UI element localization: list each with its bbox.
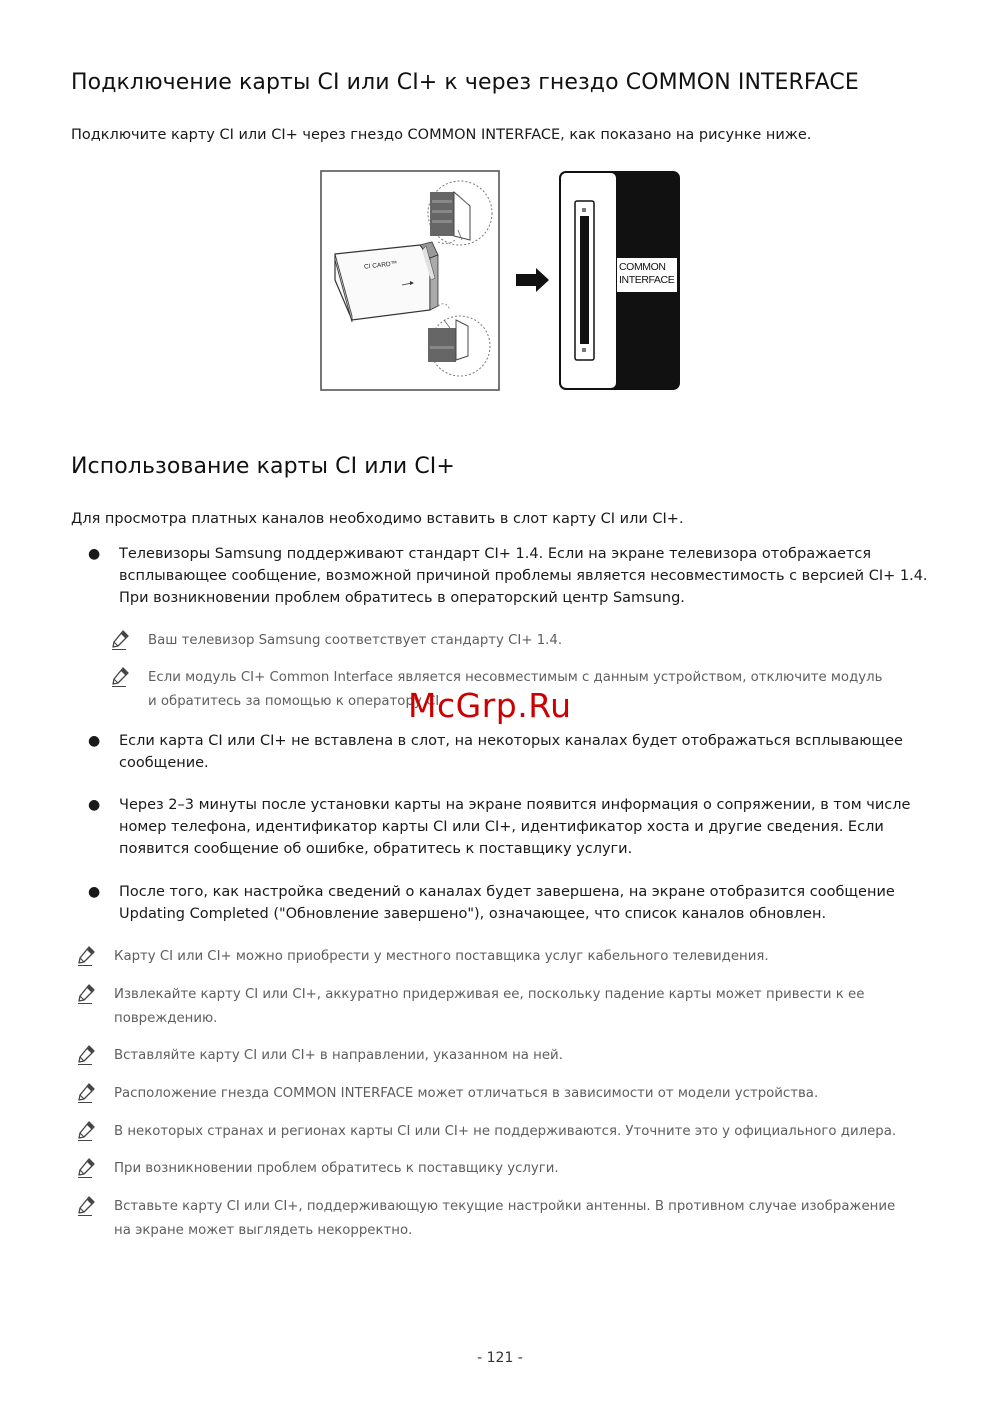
pencil-note-icon (78, 984, 96, 1004)
pencil-note-icon (112, 630, 130, 650)
watermark-text: McGrp.Ru (408, 686, 572, 725)
pencil-note-icon (78, 1158, 96, 1178)
pencil-note-icon (78, 1121, 96, 1141)
section1-title: Подключение карты CI или CI+ к через гнездо COMMON INTERFACE (71, 70, 859, 95)
list-item: ● Телевизоры Samsung поддерживают стандарт CI+ 1.4. Если на экране телевизора отображается всплывающее сообщение, возможной причиной проблемы является несовместимость с версией CI+ 1.4. При возникновении проблем обратитесь в операторский центр Samsung. (88, 543, 938, 613)
bullet-icon: ● (88, 884, 101, 900)
ci-card-label: CI CARD™ (363, 260, 398, 271)
sub-note: Ваш телевизор Samsung соответствует стандарту CI+ 1.4. (112, 629, 972, 653)
section1-intro: Подключите карту CI или CI+ через гнездо COMMON INTERFACE, как показано на рисунке ниже. (71, 127, 812, 143)
list-item: ● Если карта CI или CI+ не вставлена в слот, на некоторых каналах будет отображаться всплывающее сообщение. (88, 730, 938, 776)
pencil-note-icon (78, 1083, 96, 1103)
arrow-right-icon (516, 268, 549, 292)
section2-title: Использование карты CI или CI+ (71, 454, 455, 479)
list-item: ● Через 2–3 минуты после установки карты на экране появится информация о сопряжении, в том числе номер телефона, идентификатор карты CI или CI+, идентификатор хоста и другие сведения. Если появится сообщение об ошибке, обратитесь к поставщику услуги. (88, 794, 938, 864)
bullet-icon: ● (88, 797, 101, 813)
common-interface-label: COMMON INTERFACE (619, 261, 675, 286)
section2-intro: Для просмотра платных каналов необходимо вставить в слот карту CI или CI+. (71, 511, 684, 527)
card-insertion-panel (321, 171, 499, 390)
list-item: ● После того, как настройка сведений о каналах будет завершена, на экране отобразится сообщение Updating Completed ("Обновление завершено"), означающее, что список каналов обновлен. (88, 881, 938, 927)
pencil-note-icon (78, 1196, 96, 1216)
note-item: Извлекайте карту CI или CI+, аккуратно придерживая ее, поскольку падение карты может привести к ее повреждению. (78, 983, 938, 1031)
bullet-icon: ● (88, 733, 101, 749)
ci-card-figure (320, 170, 682, 392)
note-item: В некоторых странах и регионах карты CI или CI+ не поддерживаются. Уточните это у официального дилера. (78, 1120, 938, 1144)
pencil-note-icon (112, 667, 130, 687)
note-item: При возникновении проблем обратитесь к поставщику услуги. (78, 1157, 938, 1181)
pencil-note-icon (78, 946, 96, 966)
page-number: - 121 - (477, 1350, 523, 1366)
sub-note: Если модуль CI+ Common Interface является несовместимым с данным устройством, отключите модуль и обратитесь за помощью к оператору CI. (112, 666, 972, 714)
bullet-icon: ● (88, 546, 101, 562)
note-item: Расположение гнезда COMMON INTERFACE может отличаться в зависимости от модели устройства. (78, 1082, 938, 1106)
note-item: Вставьте карту CI или CI+, поддерживающую текущие настройки антенны. В противном случае изображение на экране может выглядеть некорректно. (78, 1195, 938, 1243)
note-item: Карту CI или CI+ можно приобрести у местного поставщика услуг кабельного телевидения. (78, 945, 938, 969)
pencil-note-icon (78, 1045, 96, 1065)
note-item: Вставляйте карту CI или CI+ в направлении, указанном на ней. (78, 1044, 938, 1068)
